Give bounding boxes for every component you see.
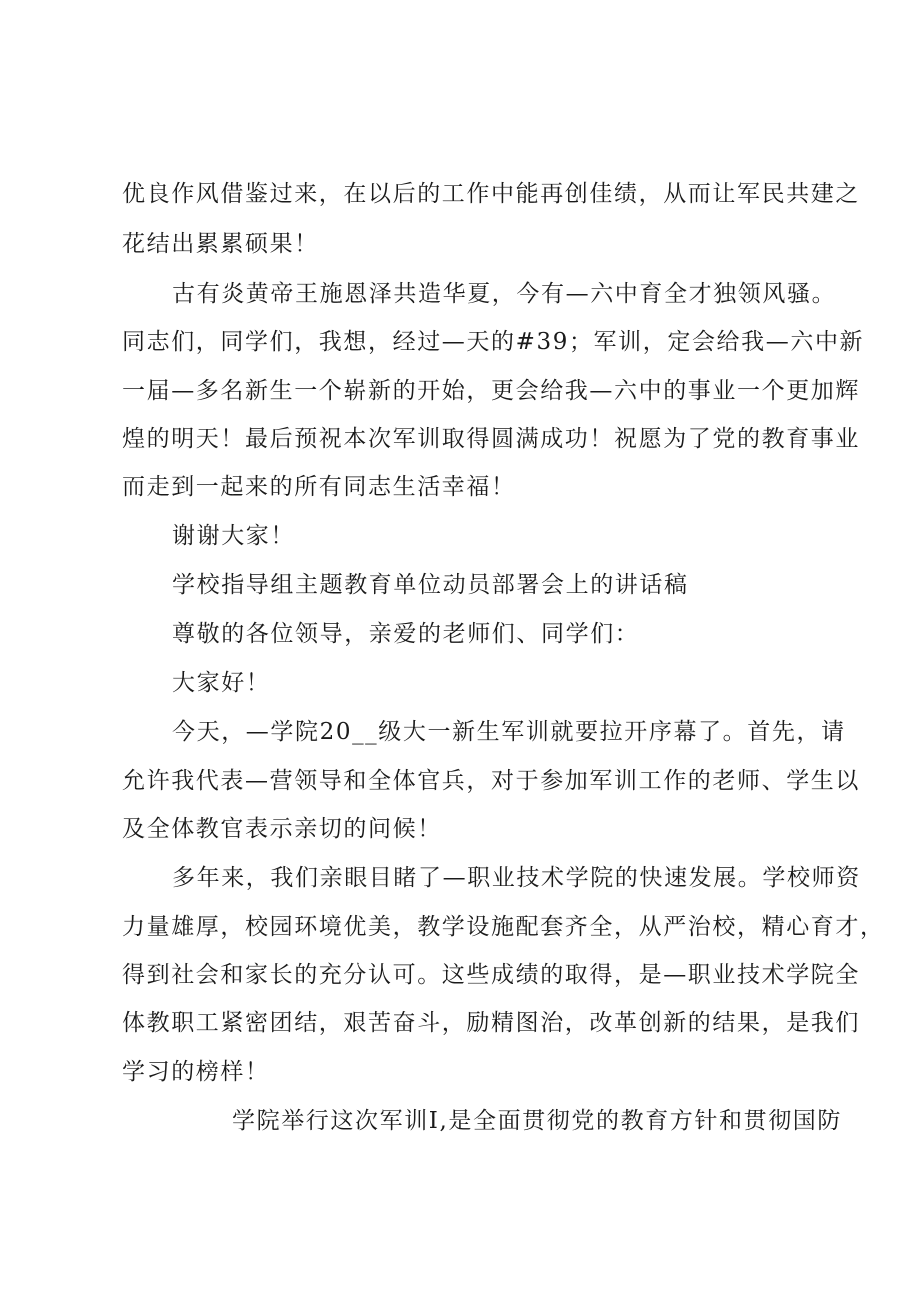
closing-thanks: 谢谢大家！: [172, 523, 295, 549]
text-line: 同志们，同学们，我想，经过—天的#39；军训，定会给我—六中新: [122, 329, 865, 355]
text-line: 一届—多名新生一个崭新的开始，更会给我—六中的事业一个更加辉: [122, 378, 860, 404]
paragraph-start: 古有炎黄帝王施恩泽共造华夏，今有—六中育全才独领风骚。: [172, 281, 837, 307]
text-line: 力量雄厚，校园环境优美，教学设施配套齐全，从严治校，精心育才，: [122, 914, 885, 940]
text-line: 得到社会和家长的充分认可。这些成绩的取得，是—职业技术学院全: [122, 962, 860, 988]
paragraph-start: 学院举行这次军训I,是全面贯彻党的教育方针和贯彻国防: [232, 1108, 842, 1134]
text-line: 煌的明天！最后预祝本次军训取得圆满成功！祝愿为了党的教育事业: [122, 426, 860, 452]
salutation: 尊敬的各位领导，亲爱的老师们、同学们：: [172, 621, 640, 647]
text-line: 而走到一起来的所有同志生活幸福！: [122, 474, 516, 500]
text-line: 花结出累累硕果！: [122, 231, 319, 257]
text-line: 允许我代表—营领导和全体官兵，对于参加军训工作的老师、学生以: [122, 768, 860, 794]
speech-title: 学校指导组主题教育单位动员部署会上的讲话稿: [172, 572, 689, 598]
paragraph-start: 多年来，我们亲眼目睹了—职业技术学院的快速发展。学校师资: [172, 865, 861, 891]
text-line: 优良作风借鉴过来，在以后的工作中能再创佳绩，从而让军民共建之: [122, 181, 860, 207]
greeting: 大家好！: [172, 670, 271, 696]
paragraph-start: 今天，—学院20__级大一新生军训就要拉开序幕了。首先，请: [172, 719, 846, 745]
text-line: 学习的榜样！: [122, 1059, 270, 1085]
text-line: 及全体教官表示亲切的问候！: [122, 816, 442, 842]
text-line: 体教职工紧密团结，艰苦奋斗，励精图治，改革创新的结果，是我们: [122, 1010, 860, 1036]
